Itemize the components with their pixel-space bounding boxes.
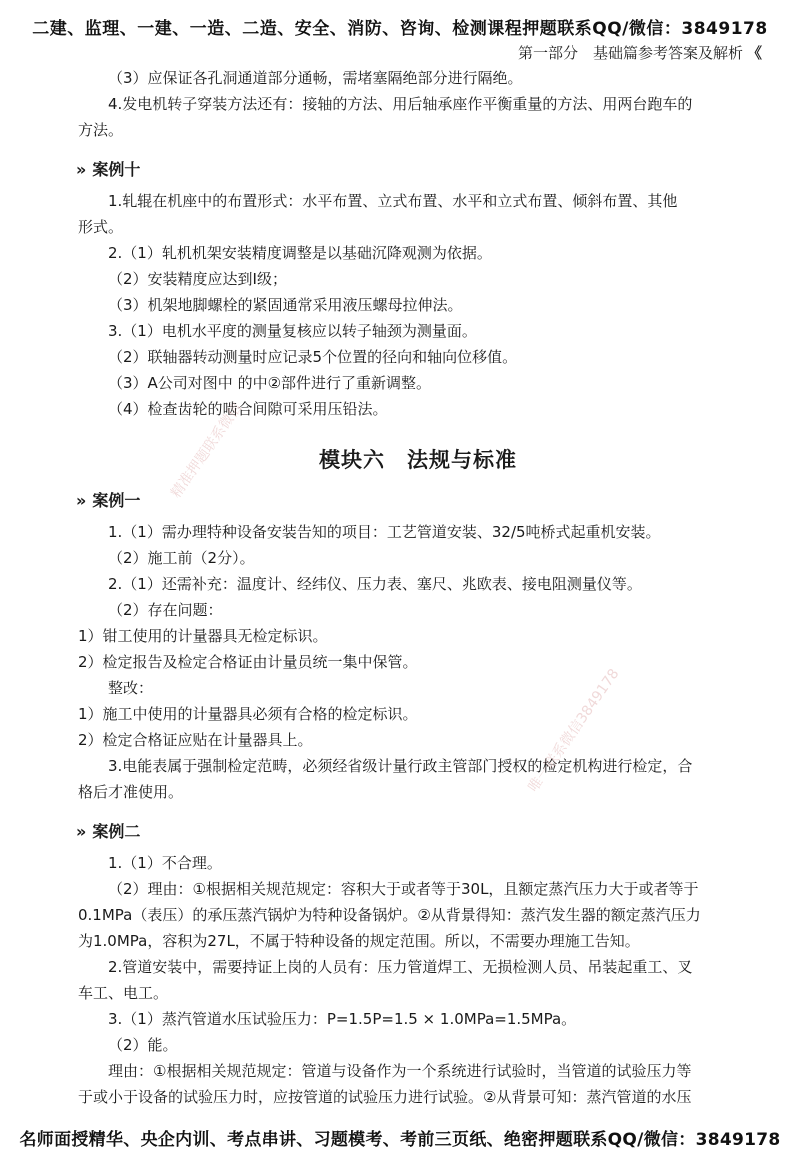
module-title xyxy=(78,444,758,474)
case-one-line: 1.（1）需办理特种设备安装告知的项目：工艺管道安装、32/5吨桥式起重机安装。 xyxy=(108,523,661,541)
case-one-line: 格后才准使用。 xyxy=(78,783,184,801)
case-ten-line: （4）检查齿轮的啮合间隙可采用压铅法。 xyxy=(108,400,388,418)
case-one-line: 1）施工中使用的计量器具必须有合格的检定标识。 xyxy=(78,705,418,723)
case-marker-icon: » xyxy=(76,822,87,841)
case-marker-icon: » xyxy=(76,160,87,179)
case-one-line: 1）钳工使用的计量器具无检定标识。 xyxy=(78,627,328,645)
case-ten-line: 3.（1）电机水平度的测量复核应以转子轴颈为测量面。 xyxy=(108,322,477,340)
case-ten-line: 1.轧辊在机座中的布置形式：水平布置、立式布置、水平和立式布置、倾斜布置、其他 xyxy=(108,192,678,210)
case-two-line: 3.（1）蒸汽管道水压试验压力：P=1.5P=1.5 × 1.0MPa=1.5MPa。 xyxy=(108,1010,577,1028)
intro-line: 4.发电机转子穿装方法还有：接轴的方法、用后轴承座作平衡重量的方法、用两台跑车的 xyxy=(108,95,693,113)
case-one-line: 整改： xyxy=(108,679,154,697)
case-ten-line: （2）联轴器转动测量时应记录5个位置的径向和轴向位移值。 xyxy=(108,348,518,366)
case-one-line: 2）检定合格证应贴在计量器具上。 xyxy=(78,731,313,749)
case-title: 案例十 xyxy=(92,160,141,179)
case-ten-line: （3）机架地脚螺栓的紧固通常采用液压螺母拉伸法。 xyxy=(108,296,463,314)
module-number: 模块六 xyxy=(319,448,385,472)
case-two-line: （2）理由：①根据相关规范规定：容积大于或者等于30L，且额定蒸汽压力大于或者等于 xyxy=(108,880,699,898)
case-two-heading xyxy=(76,819,758,845)
case-two-line: 于或小于设备的试验压力时，应按管道的试验压力进行试验。②从背景可知：蒸汽管道的水压 xyxy=(78,1088,692,1106)
case-one-line: 2）检定报告及检定合格证由计量员统一集中保管。 xyxy=(78,653,418,671)
case-one-line: （2）存在问题： xyxy=(108,601,223,619)
watermark: 唯一联系微信3849178 xyxy=(525,666,623,796)
case-two-line: 车工、电工。 xyxy=(78,984,169,1002)
footer-banner: 名师面授精华、央企内训、考点串讲、习题模考、考前三页纸、绝密押题联系QQ/微信：3849178 xyxy=(19,1130,781,1150)
running-head-text: 第一部分 基础篇参考答案及解析 xyxy=(517,44,743,62)
case-two-line: 0.1MPa（表压）的承压蒸汽锅炉为特种设备锅炉。②从背景得知：蒸汽发生器的额定蒸汽压力 xyxy=(78,906,701,924)
case-title: 案例二 xyxy=(92,822,141,841)
case-ten-heading xyxy=(76,157,758,183)
case-two-line: 1.（1）不合理。 xyxy=(108,854,222,872)
case-two-line: 为1.0MPa，容积为27L，不属于特种设备的规定范围。所以，不需要办理施工告知。 xyxy=(78,932,640,950)
case-one-heading xyxy=(76,488,758,514)
page-body xyxy=(78,66,758,1111)
running-head xyxy=(518,42,762,63)
intro-line: （3）应保证各孔洞通道部分通畅，需堵塞隔绝部分进行隔绝。 xyxy=(108,69,523,87)
case-two-line: 理由：①根据相关规范规定：管道与设备作为一个系统进行试验时，当管道的试验压力等 xyxy=(108,1062,692,1080)
case-marker-icon: » xyxy=(76,491,87,510)
header-banner: 二建、监理、一建、一造、二造、安全、消防、咨询、检测课程押题联系QQ/微信：3849178 xyxy=(32,19,768,39)
case-two-line: （2）能。 xyxy=(108,1036,178,1054)
case-ten-line: 2.（1）轧机机架安装精度调整是以基础沉降观测为依据。 xyxy=(108,244,492,262)
case-ten-line: 形式。 xyxy=(78,218,124,236)
module-name: 法规与标准 xyxy=(407,448,517,472)
case-one-line: （2）施工前（2分）。 xyxy=(108,549,255,567)
case-title: 案例一 xyxy=(92,491,141,510)
running-head-mark: 《 xyxy=(746,44,762,62)
intro-line: 方法。 xyxy=(78,121,124,139)
watermark: 精准押题联系微信 xyxy=(168,400,246,502)
case-one-line: 2.（1）还需补充：温度计、经纬仪、压力表、塞尺、兆欧表、接电阻测量仪等。 xyxy=(108,575,642,593)
case-two-line: 2.管道安装中，需要持证上岗的人员有：压力管道焊工、无损检测人员、吊装起重工、叉 xyxy=(108,958,693,976)
case-ten-line: （2）安装精度应达到Ⅰ级； xyxy=(108,270,287,288)
case-one-line: 3.电能表属于强制检定范畴，必须经省级计量行政主管部门授权的检定机构进行检定，合 xyxy=(108,757,693,775)
case-ten-line: （3）A公司对图中 的中②部件进行了重新调整。 xyxy=(108,374,432,392)
